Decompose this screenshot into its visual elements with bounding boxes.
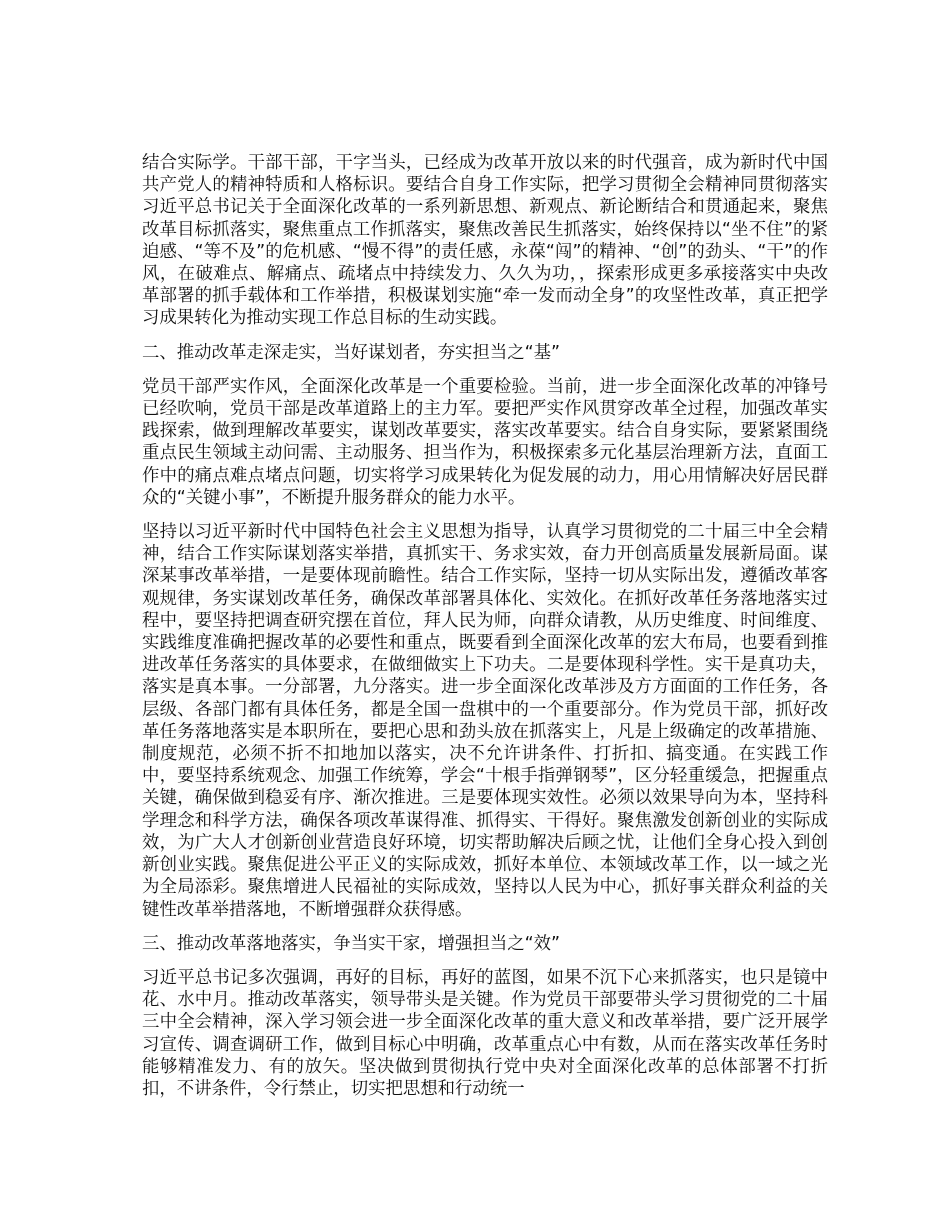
section-heading-2: 二、推动改革走深走实，当好谋划者，夯实担当之“基”: [142, 342, 561, 363]
paragraph-combine-practice: 结合实际学。干部干部，干字当头，已经成为改革开放以来的时代强音，成为新时代中国共产党人的精神特质和人格标识。要结合自身工作实际，把学习贯彻全会精神同贯彻落实习近平总书记关于全面深化改革的一系列新思想、新观点、新论断结合和贯通起来，聚焦改革目标抓落实，聚焦重点工作抓落实，聚焦改善民生抓落实，始终保持以“坐不住”的紧迫感、“等不及”的危机感、“慢不得”的责任感，永葆“闯”的精神、“创”的劲头、“干”的作风，在破难点、解痛点、疏堵点中持续发力、久久为功，，探索形成更多承接落实中央改革部署的抓手载体和工作举措，积极谋划实施“牵一发而动全身”的攻坚性改革，真正把学习成果转化为推动实现工作总目标的生动实践。: [142, 153, 828, 329]
document-page: [142, 152, 828, 1111]
paragraph-guiding-thought: 坚持以习近平新时代中国特色社会主义思想为指导，认真学习贯彻党的二十届三中全会精神，结合工作实际谋划落实举措，真抓实干、务求实效，奋力开创高质量发展新局面。谋深某事改革举措，一是要体现前瞻性。结合工作实际，坚持一切从实际出发，遵循改革客观规律，务实谋划改革任务，确保改革部署具体化、实效化。在抓好改革任务落地落实过程中，要坚持把调查研究摆在首位，拜人民为师，向群众请教，从历史维度、时间维度、实践维度准确把握改革的必要性和重点，既要看到全面深化改革的宏大布局，也要看到推进改革任务落实的具体要求，在做细做实上下功夫。二是要体现科学性。实干是真功夫，落实是真本事。一分部署，九分落实。进一步全面深化改革涉及方方面面的工作任务，各层级、各部门都有具体任务，都是全国一盘棋中的一个重要部分。作为党员干部，抓好改革任务落地落实是本职所在，要把心思和劲头放在抓落实上，凡是上级确定的改革措施、制度规范，必须不折不扣地加以落实，决不允许讲条件、打折扣、搞变通。在实践工作中，要坚持系统观念、加强工作统筹，学会“十根手指弹钢琴”，区分轻重缓急，把握重点关键，确保做到稳妥有序、渐次推进。三是要体现实效性。必须以效果导向为本，坚持科学理念和科学方法，确保各项改革谋得准、抓得实、干得好。聚焦激发创新创业的实际成效，为广大人才创新创业营造良好环境，切实帮助解决后顾之忧，让他们全身心投入到创新创业实践。聚焦促进公平正义的实际成效，抓好本单位、本领域改革工作，以一域之光为全局添彩。聚焦增进人民福祉的实际成效，坚持以人民为中心，抓好事关群众利益的关键性改革举措落地，不断增强群众获得感。: [142, 522, 828, 920]
section-heading-3: 三、推动改革落地落实，争当实干家，增强担当之“效”: [142, 933, 561, 954]
paragraph-strict-style: 党员干部严实作风，全面深化改革是一个重要检验。当前，进一步全面深化改革的冲锋号已经吹响，党员干部是改革道路上的主力军。要把严实作风贯穿改革全过程，加强改革实践探索，做到理解改革要实，谋划改革要实，落实改革要实。结合自身实际，要紧紧围绕重点民生领域主动问需、主动服务、担当作为，积极探索多元化基层治理新方法，直面工作中的痛点难点堵点问题，切实将学习成果转化为促发展的动力，用心用情解决好居民群众的“关键小事”，不断提升服务群众的能力水平。: [142, 376, 828, 508]
paragraph-implementation: 习近平总书记多次强调，再好的目标，再好的蓝图，如果不沉下心来抓落实，也只是镜中花、水中月。推动改革落实，领导带头是关键。作为党员干部要带头学习贯彻党的二十届三中全会精神，深入学习领会进一步全面深化改革的重大意义和改革举措，要广泛开展学习宣传、调查调研工作，做到目标心中明确，改革重点心中有数，从而在落实改革任务时能够精准发力、有的放矢。坚决做到贯彻执行党中央对全面深化改革的总体部署不打折扣，不讲条件，令行禁止，切实把思想和行动统一: [142, 967, 828, 1099]
